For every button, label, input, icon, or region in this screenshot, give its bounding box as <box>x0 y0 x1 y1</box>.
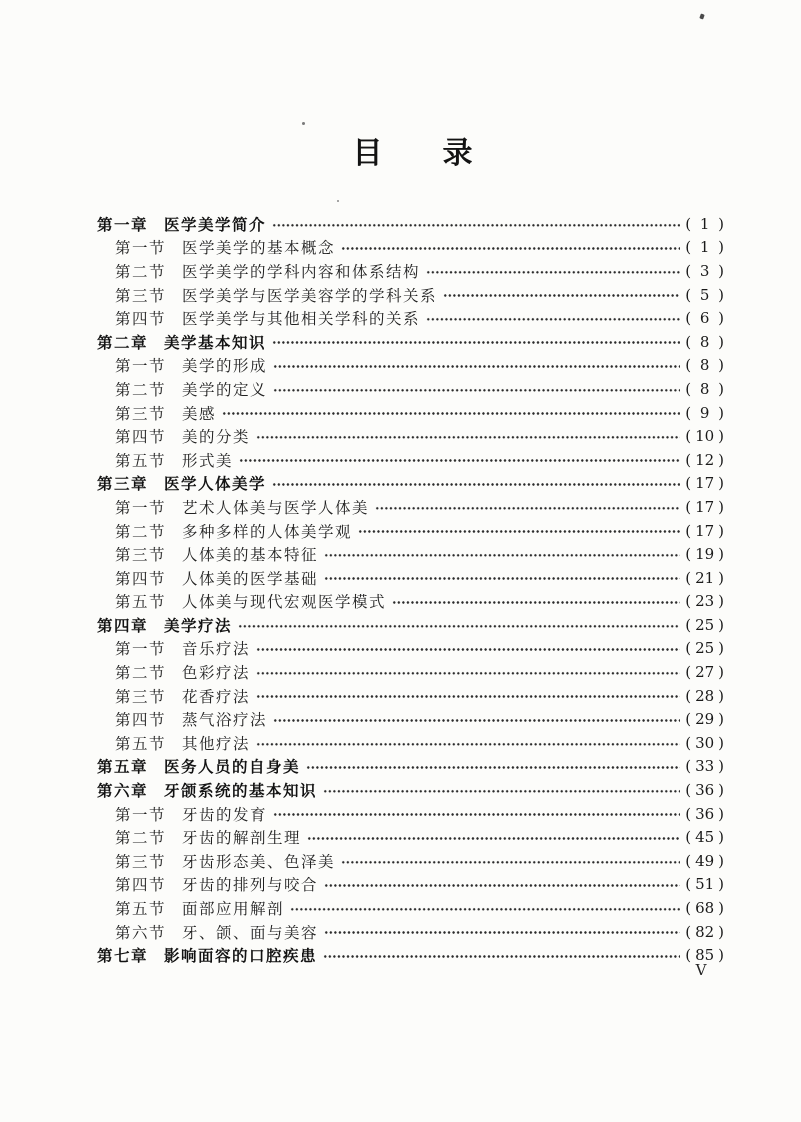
entry-page-value: 21 <box>695 568 715 587</box>
entry-label: 第四节 <box>115 310 167 329</box>
entry-page-number: ( 51 ) <box>685 875 724 894</box>
dot-leader <box>256 694 680 699</box>
entry-title: 医务人员的自身美 <box>164 758 301 777</box>
toc-entry <box>97 707 724 731</box>
toc-entry <box>97 684 724 708</box>
dot-leader <box>323 954 680 959</box>
entry-page-number: ( 17 ) <box>685 521 724 540</box>
entry-label: 第二节 <box>115 522 167 541</box>
toc-entry <box>97 495 724 519</box>
dot-leader <box>426 270 680 275</box>
entry-title: 多种多样的人体美学观 <box>182 522 353 541</box>
toc-entry <box>97 424 724 448</box>
toc-entry <box>97 542 724 566</box>
entry-label: 第一章 <box>97 215 149 234</box>
toc-entry <box>97 637 724 661</box>
entry-label: 第七章 <box>97 947 149 966</box>
entry-page-value: 25 <box>695 639 715 658</box>
entry-label: 第五节 <box>115 593 167 612</box>
entry-label: 第三节 <box>115 687 167 706</box>
entry-label: 第四节 <box>115 428 167 447</box>
entry-label: 第三节 <box>115 286 167 305</box>
toc-entry <box>97 519 724 543</box>
entry-page-value: 36 <box>695 781 715 800</box>
entry-page-value: 49 <box>695 851 715 870</box>
entry-page-number: ( 17 ) <box>685 497 724 516</box>
dot-leader <box>272 482 680 487</box>
entry-page-value: 28 <box>695 686 715 705</box>
entry-label: 第四章 <box>97 616 149 635</box>
entry-title: 牙齿的排列与咬合 <box>182 876 319 895</box>
entry-label: 第四节 <box>115 569 167 588</box>
toc-entry <box>97 755 724 779</box>
entry-label: 第三节 <box>115 546 167 565</box>
entry-title: 美的分类 <box>182 428 251 447</box>
entry-title: 形式美 <box>182 451 234 470</box>
entry-page-value: 51 <box>695 875 715 894</box>
entry-label: 第四节 <box>115 876 167 895</box>
dot-leader <box>324 553 680 558</box>
toc-entry <box>97 401 724 425</box>
toc-entry <box>97 896 724 920</box>
page-number-roman: V <box>695 961 707 979</box>
entry-page-value: 25 <box>695 615 715 634</box>
toc-entry <box>97 306 724 330</box>
entry-label: 第一节 <box>115 640 167 659</box>
entry-title: 人体美的基本特征 <box>182 546 319 565</box>
entry-label: 第六章 <box>97 782 149 801</box>
entry-page-number: ( 28 ) <box>685 686 724 705</box>
entry-page-number: ( 1 ) <box>685 238 724 257</box>
entry-page-number: ( 25 ) <box>685 639 724 658</box>
entry-label: 第一节 <box>115 498 167 517</box>
toc-list <box>97 212 724 967</box>
entry-title: 医学美学简介 <box>164 215 267 234</box>
entry-label: 第三节 <box>115 404 167 423</box>
dot-leader <box>323 789 680 794</box>
dot-leader <box>306 765 680 770</box>
dot-leader <box>272 223 680 228</box>
entry-title: 医学美学与医学美容学的学科关系 <box>182 286 438 305</box>
entry-page-number: ( 85 ) <box>685 946 724 965</box>
entry-page-value: 68 <box>695 899 715 918</box>
toc-entry <box>97 920 724 944</box>
dot-leader <box>341 860 680 865</box>
dot-leader <box>443 293 680 298</box>
entry-label: 第四节 <box>115 711 167 730</box>
toc-entry <box>97 590 724 614</box>
entry-label: 第二节 <box>115 664 167 683</box>
entry-page-value: 85 <box>695 946 715 965</box>
entry-title: 医学美学与其他相关学科的关系 <box>182 310 421 329</box>
toc-entry <box>97 731 724 755</box>
toc-entry <box>97 472 724 496</box>
entry-page-value: 33 <box>695 757 715 776</box>
dot-leader <box>358 529 680 534</box>
dot-leader <box>256 647 680 652</box>
entry-title: 花香疗法 <box>182 687 251 706</box>
entry-page-value: 10 <box>695 427 715 446</box>
entry-title: 美学的形成 <box>182 357 268 376</box>
dot-leader <box>256 671 680 676</box>
entry-page-number: ( 25 ) <box>685 615 724 634</box>
entry-page-value: 45 <box>695 828 715 847</box>
dot-leader <box>341 246 680 251</box>
entry-page-value: 17 <box>695 474 715 493</box>
entry-page-number: ( 5 ) <box>685 285 724 304</box>
entry-page-number: ( 45 ) <box>685 828 724 847</box>
toc-entry <box>97 943 724 967</box>
entry-page-number: ( 17 ) <box>685 474 724 493</box>
toc-entry <box>97 377 724 401</box>
entry-label: 第三章 <box>97 475 149 494</box>
entry-page-value: 1 <box>699 238 710 257</box>
toc-entry <box>97 212 724 236</box>
entry-label: 第二节 <box>115 380 167 399</box>
entry-title: 牙、颌、面与美容 <box>182 923 319 942</box>
entry-page-value: 23 <box>695 592 715 611</box>
entry-label: 第二节 <box>115 829 167 848</box>
dot-leader <box>272 340 680 345</box>
entry-page-number: ( 10 ) <box>685 427 724 446</box>
entry-page-value: 6 <box>699 309 710 328</box>
toc-entry <box>97 849 724 873</box>
entry-label: 第一节 <box>115 357 167 376</box>
toc-entry <box>97 660 724 684</box>
entry-label: 第二章 <box>97 333 149 352</box>
entry-page-value: 29 <box>695 710 715 729</box>
entry-page-value: 17 <box>695 521 715 540</box>
entry-page-value: 5 <box>699 285 710 304</box>
entry-page-number: ( 6 ) <box>685 309 724 328</box>
toc-entry <box>97 873 724 897</box>
entry-page-number: ( 23 ) <box>685 592 724 611</box>
entry-title: 人体美的医学基础 <box>182 569 319 588</box>
dot-leader <box>273 388 680 393</box>
entry-title: 美感 <box>182 404 217 423</box>
entry-title: 影响面容的口腔疾患 <box>164 947 318 966</box>
entry-label: 第五节 <box>115 451 167 470</box>
dot-leader <box>290 907 680 912</box>
dot-leader <box>273 812 680 817</box>
entry-title: 面部应用解剖 <box>182 900 285 919</box>
entry-title: 色彩疗法 <box>182 664 251 683</box>
toc-entry <box>97 283 724 307</box>
entry-label: 第五章 <box>97 758 149 777</box>
dot-leader <box>307 836 680 841</box>
entry-title: 牙齿形态美、色泽美 <box>182 852 336 871</box>
toc-entry <box>97 566 724 590</box>
entry-page-number: ( 36 ) <box>685 781 724 800</box>
entry-page-value: 12 <box>695 450 715 469</box>
entry-page-number: ( 8 ) <box>685 332 724 351</box>
entry-label: 第一节 <box>115 239 167 258</box>
dot-leader <box>324 930 680 935</box>
entry-page-number: ( 1 ) <box>685 214 724 233</box>
entry-page-number: ( 49 ) <box>685 851 724 870</box>
toc-entry <box>97 330 724 354</box>
toc-entry <box>97 825 724 849</box>
entry-title: 医学美学的学科内容和体系结构 <box>182 262 421 281</box>
scan-artifact <box>302 122 305 125</box>
entry-label: 第一节 <box>115 805 167 824</box>
entry-page-value: 3 <box>699 261 710 280</box>
entry-title: 医学人体美学 <box>164 475 267 494</box>
dot-leader <box>324 576 680 581</box>
page-title: 目 录 <box>352 136 473 171</box>
dot-leader <box>324 883 680 888</box>
toc-entry <box>97 778 724 802</box>
entry-title: 其他疗法 <box>182 734 251 753</box>
entry-title: 人体美与现代宏观医学模式 <box>182 593 387 612</box>
toc-entry <box>97 354 724 378</box>
dot-leader <box>256 435 680 440</box>
entry-title: 牙齿的发育 <box>182 805 268 824</box>
entry-page-value: 82 <box>695 922 715 941</box>
dot-leader <box>426 317 680 322</box>
entry-page-number: ( 3 ) <box>685 261 724 280</box>
entry-page-number: ( 29 ) <box>685 710 724 729</box>
entry-page-number: ( 68 ) <box>685 899 724 918</box>
entry-page-value: 19 <box>695 545 715 564</box>
entry-title: 牙颌系统的基本知识 <box>164 782 318 801</box>
dot-leader <box>256 742 680 747</box>
dot-leader <box>273 364 680 369</box>
entry-page-value: 8 <box>699 332 710 351</box>
entry-page-value: 36 <box>695 804 715 823</box>
entry-title: 美学的定义 <box>182 380 268 399</box>
dot-leader <box>273 718 680 723</box>
entry-title: 美学疗法 <box>164 616 233 635</box>
dot-leader <box>239 458 680 463</box>
entry-page-value: 17 <box>695 497 715 516</box>
entry-page-number: ( 36 ) <box>685 804 724 823</box>
entry-page-value: 30 <box>695 733 715 752</box>
entry-page-number: ( 27 ) <box>685 663 724 682</box>
entry-label: 第三节 <box>115 852 167 871</box>
entry-page-number: ( 19 ) <box>685 545 724 564</box>
entry-page-number: ( 8 ) <box>685 379 724 398</box>
entry-page-number: ( 12 ) <box>685 450 724 469</box>
entry-title: 艺术人体美与医学人体美 <box>182 498 370 517</box>
entry-page-value: 8 <box>699 356 710 375</box>
dot-leader <box>238 624 680 629</box>
toc-entry <box>97 448 724 472</box>
entry-label: 第二节 <box>115 262 167 281</box>
entry-title: 蒸气浴疗法 <box>182 711 268 730</box>
entry-title: 音乐疗法 <box>182 640 251 659</box>
entry-page-number: ( 33 ) <box>685 757 724 776</box>
toc-entry <box>97 802 724 826</box>
entry-page-value: 27 <box>695 663 715 682</box>
entry-label: 第五节 <box>115 734 167 753</box>
entry-label: 第五节 <box>115 900 167 919</box>
entry-label: 第六节 <box>115 923 167 942</box>
entry-page-number: ( 82 ) <box>685 922 724 941</box>
dot-leader <box>392 600 680 605</box>
dot-leader <box>375 506 680 511</box>
dot-leader <box>222 411 680 416</box>
entry-title: 牙齿的解剖生理 <box>182 829 302 848</box>
toc-entry <box>97 259 724 283</box>
entry-page-value: 8 <box>699 379 710 398</box>
entry-page-value: 9 <box>699 403 710 422</box>
entry-page-value: 1 <box>699 214 710 233</box>
toc-entry <box>97 613 724 637</box>
entry-page-number: ( 30 ) <box>685 733 724 752</box>
entry-page-number: ( 8 ) <box>685 356 724 375</box>
toc-entry <box>97 236 724 260</box>
scan-artifact <box>699 13 704 19</box>
entry-page-number: ( 21 ) <box>685 568 724 587</box>
entry-title: 美学基本知识 <box>164 333 267 352</box>
entry-page-number: ( 9 ) <box>685 403 724 422</box>
scan-artifact <box>337 200 339 202</box>
entry-title: 医学美学的基本概念 <box>182 239 336 258</box>
